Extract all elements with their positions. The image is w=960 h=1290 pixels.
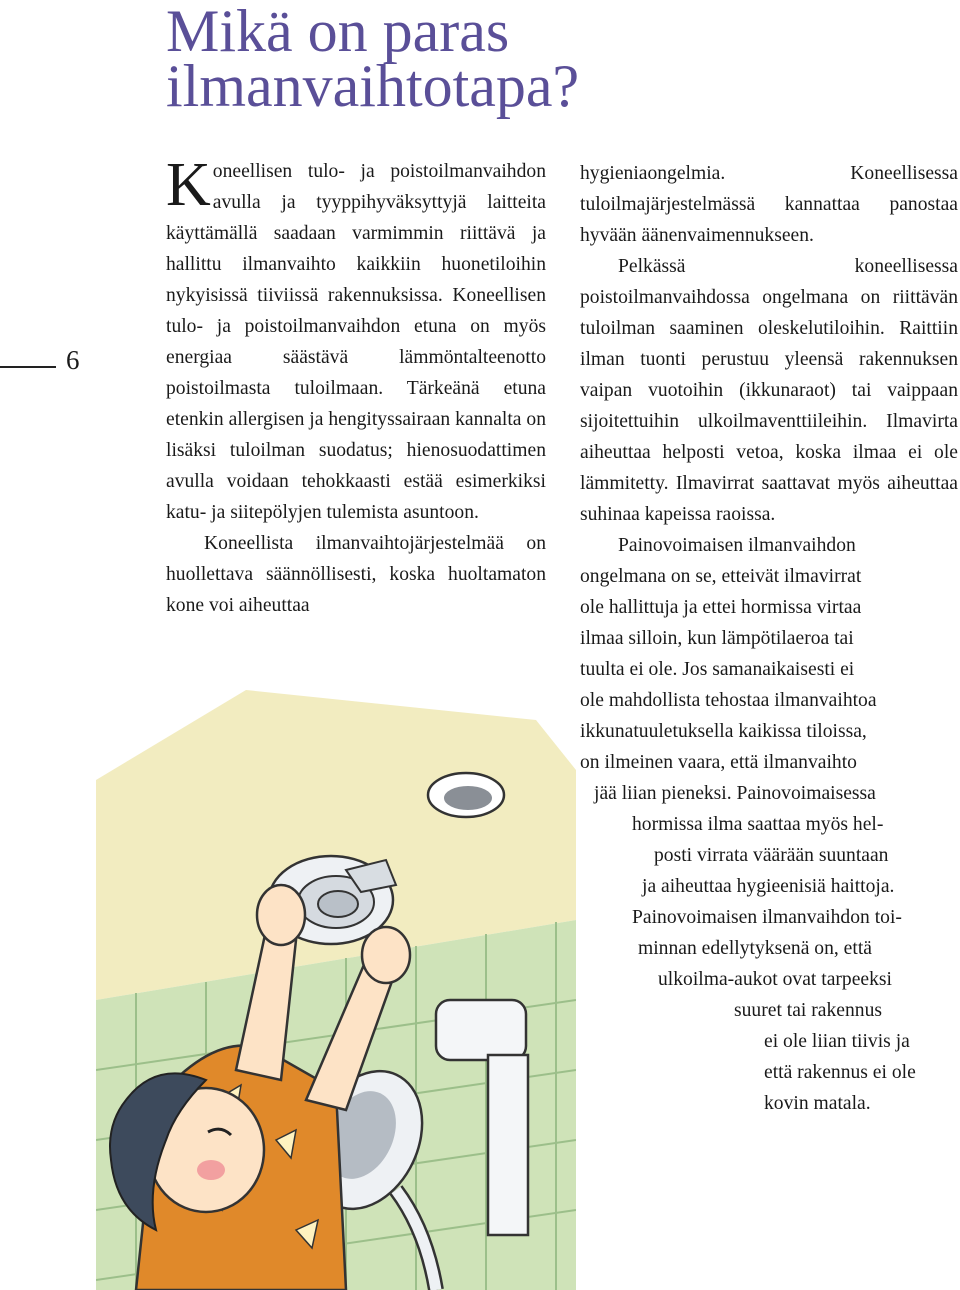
- text-line: suuret tai rakennus: [734, 1000, 882, 1021]
- left-paragraph-1-text: oneellisen tulo- ja poistoilmanvaihdon avulla ja tyyppihyväksyttyjä laitteita käyttämällä saadaan varmimmin riittävä ja hallittu ilmanvaihto kaikkiin huonetiloihin nykyisissä tiiviissä rakennuksissa. Koneellisen tulo- ja poistoilmanvaihdon etuna on myös energiaa säästävä lämmöntalteenotto poistoilmasta tuloilmaan. Tärkeänä etuna etenkin allergisen ja hengityssairaan kannalta on lisäksi tuloilman suodatus; hienosuodattimen avulla voidaan tehokkaasti estää esimerkiksi katu- ja siitepölyjen tulemista asuntoon.: [166, 161, 546, 523]
- left-hand: [257, 885, 305, 945]
- article-right-column: [580, 158, 958, 1119]
- text-line: ikkunatuuletuksella kaikissa tiloissa,: [580, 721, 867, 742]
- text-line: tuulta ei ole. Jos samanaikaisesti ei: [580, 659, 855, 680]
- left-paragraph-1: [166, 151, 546, 528]
- left-paragraph-2: Koneellista ilmanvaihtojärjestelmää on huollettava säännöllisesti, koska huoltamaton kone voi aiheuttaa: [166, 533, 546, 616]
- page-number: 6: [66, 345, 80, 375]
- text-line: jää liian pieneksi. Painovoimaisessa: [594, 783, 876, 804]
- text-line: ja aiheuttaa hygieenisiä haittoja.: [642, 876, 895, 897]
- text-line: että rakennus ei ole: [764, 1062, 916, 1083]
- text-line: ole mahdollista tehostaa ilmanvaihtoa: [580, 690, 877, 711]
- right-paragraph-1: hygieniaongelmia. Koneellisessa tuloilmajärjestelmässä kannattaa panostaa hyvään äänenvaimennukseen.: [580, 163, 958, 246]
- text-line: kovin matala.: [764, 1093, 871, 1114]
- text-line: ongelmana on se, etteivät ilmavirrat: [580, 566, 862, 587]
- text-line: Painovoimaisen ilmanvaihdon: [618, 535, 856, 556]
- text-line: ole hallittuja ja ettei hormissa virtaa: [580, 597, 862, 618]
- illustration-ventilation-valve-installation: [96, 670, 576, 1290]
- title-line-2: ilmanvaihtotapa?: [166, 53, 580, 119]
- right-paragraph-4: [580, 902, 958, 1119]
- title-line-1: Mikä on paras: [166, 0, 510, 64]
- text-line: ei ole liian tiivis ja: [764, 1031, 910, 1052]
- text-line: posti virrata väärään suuntaan: [654, 845, 889, 866]
- right-paragraph-3: [580, 530, 958, 902]
- text-line: hormissa ilma saattaa myös hel-: [632, 814, 884, 835]
- drop-cap: K: [166, 151, 211, 219]
- text-line: ulkoilma-aukot ovat tarpeeksi: [658, 969, 892, 990]
- cheek: [197, 1160, 225, 1180]
- text-line: Painovoimaisen ilmanvaihdon toi-: [632, 907, 902, 928]
- text-line: on ilmeinen vaara, että ilmanvaihto: [580, 752, 857, 773]
- page-number-rule: [0, 366, 56, 368]
- page-title: [166, 0, 580, 119]
- article-left-column: [166, 151, 546, 621]
- right-hand: [362, 927, 410, 983]
- text-line: ilmaa silloin, kun lämpötilaeroa tai: [580, 628, 854, 649]
- right-paragraph-2: Pelkässä koneellisessa poistoilmanvaihdossa ongelmana on riittävän tuloilman saaminen oleskelutiloihin. Raittiin ilman tuonti perustuu yleensä rakennuksen vaipan vuotoihin (ikkunaraot) tai vaippaan sijoitettuihin ulkoilmaventtiileihin. Ilmavirta aiheuttaa helposti vetoa, koska ilmaa ei ole lämmitetty. Ilmavirrat saattavat myös aiheuttaa suhinaa kapeissa raoissa.: [580, 256, 958, 525]
- text-line: minnan edellytyksenä on, että: [638, 938, 872, 959]
